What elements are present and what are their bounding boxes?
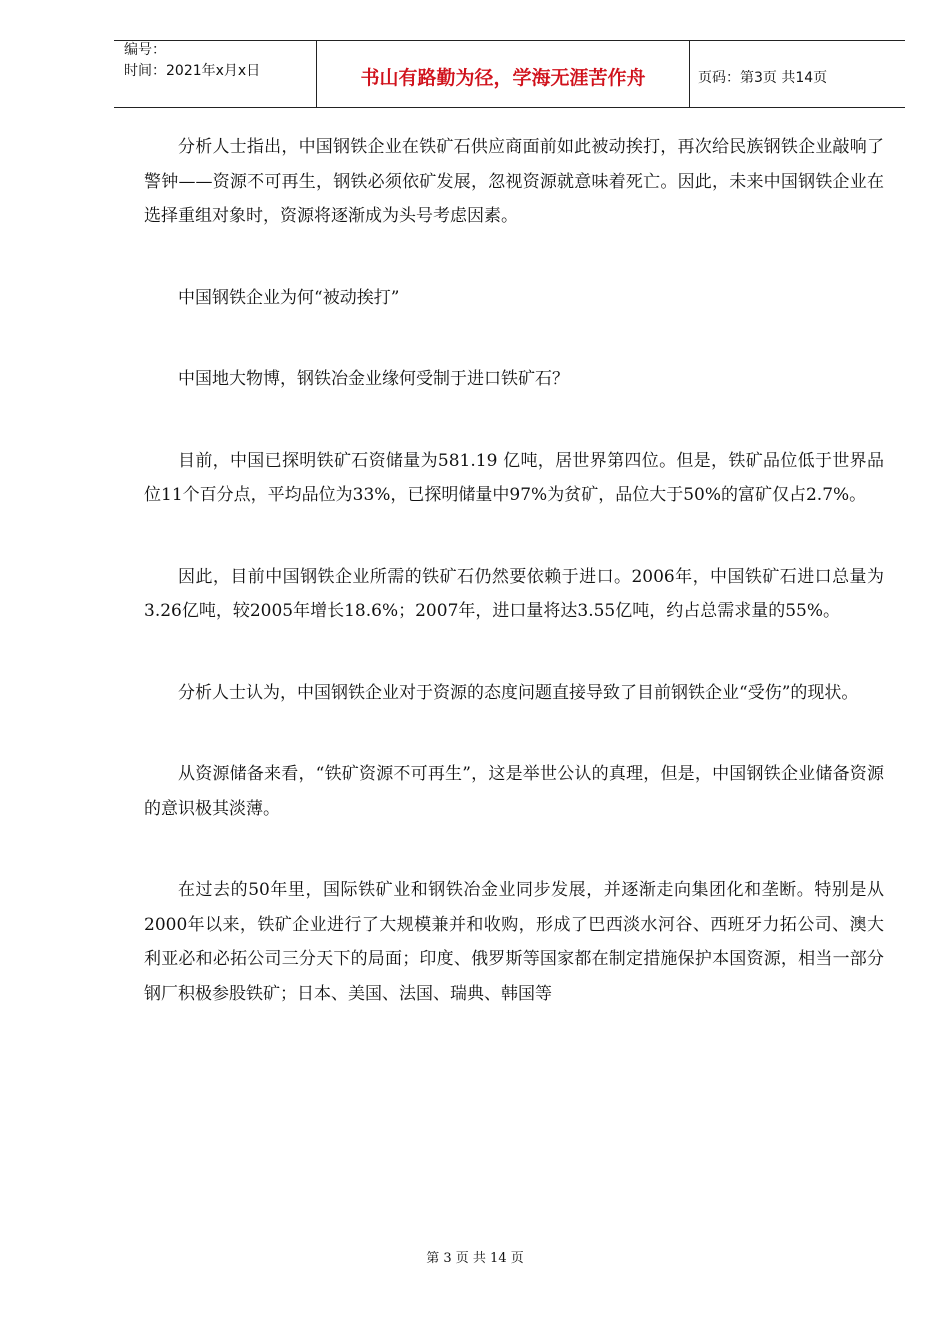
header-page-cell xyxy=(690,41,905,107)
paragraph: 中国地大物博，钢铁冶金业缘何受制于进口铁矿石？ xyxy=(178,369,569,389)
document-body xyxy=(144,130,884,1058)
number-label: 编号： xyxy=(124,42,166,58)
document-header xyxy=(114,40,905,108)
page-footer: 第 3 页 共 14 页 xyxy=(426,1251,524,1266)
paragraph: 因此，目前中国钢铁企业所需的铁矿石仍然要依赖于进口。2006年，中国铁矿石进口总量为3.26亿吨，较2005年增长18.6%；2007年，进口量将达3.55亿吨，约占总需求量的55%。 xyxy=(144,566,884,621)
paragraph: 从资源储备来看，“铁矿资源不可再生”，这是举世公认的真理，但是，中国钢铁企业储备资源的意识极其淡薄。 xyxy=(144,764,884,819)
section-heading: 中国钢铁企业为何“被动挨打” xyxy=(178,287,400,308)
header-meta-cell xyxy=(114,41,316,107)
page-info: 页码：第3页 共14页 xyxy=(698,70,828,86)
paragraph: 在过去的50年里，国际铁矿业和钢铁冶金业同步发展，并逐渐走向集团化和垄断。特别是从2000年以来，铁矿企业进行了大规模兼并和收购，形成了巴西淡水河谷、西班牙力拓公司、澳大利亚必和必拓公司三分天下的局面；印度、俄罗斯等国家都在制定措施保护本国资源，相当一部分钢厂积极参股铁矿；日本、美国、法国、瑞典、韩国等 xyxy=(144,880,884,1004)
time-label: 时间：2021年x月x日 xyxy=(124,63,261,79)
header-motto-cell xyxy=(316,41,690,107)
paragraph: 分析人士指出，中国钢铁企业在铁矿石供应商面前如此被动挨打，再次给民族钢铁企业敲响了警钟——资源不可再生，钢铁必须依矿发展，忽视资源就意味着死亡。因此，未来中国钢铁企业在选择重组对象时，资源将逐渐成为头号考虑因素。 xyxy=(144,137,884,226)
paragraph: 分析人士认为，中国钢铁企业对于资源的态度问题直接导致了目前钢铁企业“受伤”的现状。 xyxy=(178,682,859,703)
paragraph: 目前，中国已探明铁矿石资储量为581.19 亿吨，居世界第四位。但是，铁矿品位低于世界品位11个百分点，平均品位为33%，已探明储量中97%为贫矿，品位大于50%的富矿仅占2.7%。 xyxy=(144,450,884,505)
motto-text: 书山有路勤为径，学海无涯苦作舟 xyxy=(360,67,646,89)
